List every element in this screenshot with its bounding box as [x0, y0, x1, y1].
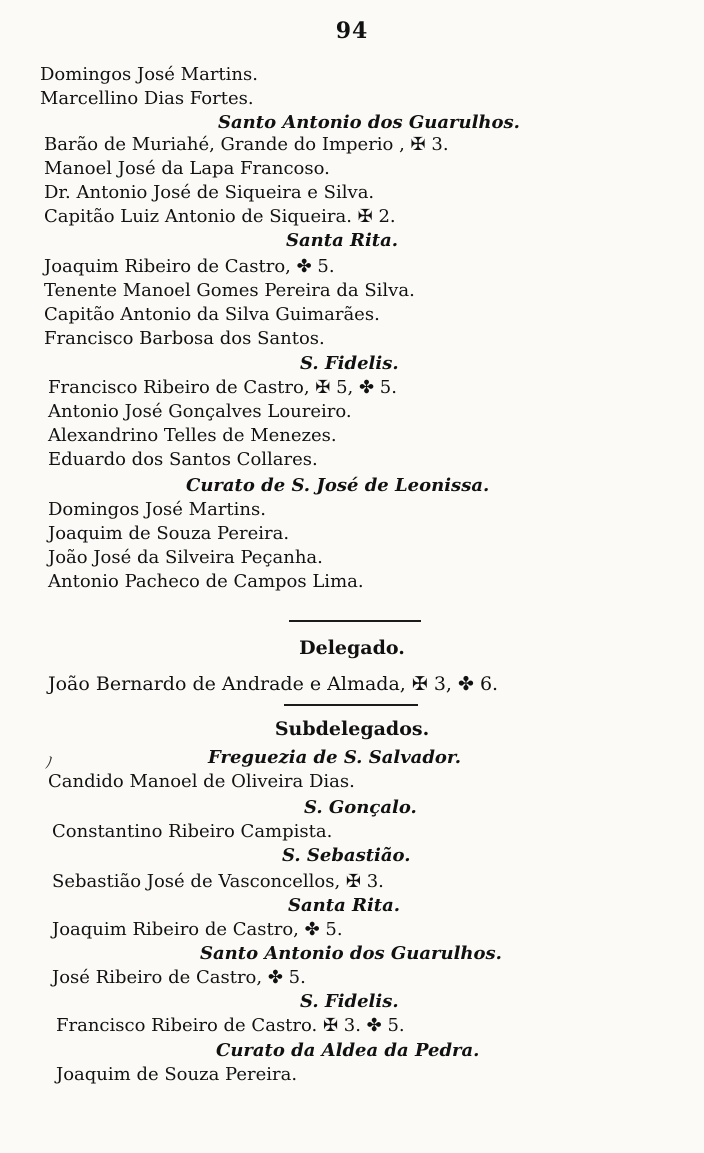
subdelegado-line: Constantino Ribeiro Campista.	[52, 821, 333, 842]
list-line: Francisco Barbosa dos Santos.	[44, 328, 325, 349]
divider	[284, 704, 418, 706]
subdelegado-line: Sebastião José de Vasconcellos, ✠ 3.	[52, 871, 384, 892]
list-line: Dr. Antonio José de Siqueira e Silva.	[44, 182, 375, 203]
subsection-heading: Santa Rita.	[288, 895, 401, 916]
subsection-heading: S. Fidelis.	[300, 991, 399, 1012]
subsection-heading: S. Sebastião.	[282, 845, 411, 866]
section-heading: S. Fidelis.	[300, 353, 399, 374]
list-line: Antonio Pacheco de Campos Lima.	[48, 571, 364, 592]
list-line: Tenente Manoel Gomes Pereira da Silva.	[44, 280, 415, 301]
list-line: Domingos José Martins.	[40, 64, 258, 85]
list-line: Capitão Antonio da Silva Guimarães.	[44, 304, 380, 325]
divider	[289, 620, 421, 622]
margin-mark: ﾉ	[45, 753, 54, 772]
list-line: Antonio José Gonçalves Loureiro.	[48, 401, 352, 422]
list-line: Eduardo dos Santos Collares.	[48, 449, 318, 470]
subdelegado-line: Francisco Ribeiro de Castro. ✠ 3. ✤ 5.	[56, 1015, 405, 1036]
page-number: 94	[335, 18, 369, 44]
delegado-line: João Bernardo de Andrade e Almada, ✠ 3, ✤ 6.	[48, 673, 499, 695]
subdelegado-line: Joaquim de Souza Pereira.	[56, 1064, 298, 1085]
subsection-heading: Freguezia de S. Salvador.	[208, 747, 462, 768]
subsection-heading: S. Gonçalo.	[304, 797, 417, 818]
section-heading: Santa Rita.	[286, 230, 399, 251]
subdelegado-line: José Ribeiro de Castro, ✤ 5.	[52, 967, 306, 988]
subsection-heading: Santo Antonio dos Guarulhos.	[200, 943, 502, 964]
subdelegado-line: Candido Manoel de Oliveira Dias.	[48, 771, 355, 792]
subsection-heading: Curato da Aldea da Pedra.	[216, 1040, 480, 1061]
section-heading: Curato de S. José de Leonissa.	[186, 475, 490, 496]
list-line: Barão de Muriahé, Grande do Imperio , ✠ 3.	[44, 134, 449, 155]
delegado-title: Delegado.	[299, 637, 405, 659]
list-line: Francisco Ribeiro de Castro, ✠ 5, ✤ 5.	[48, 377, 397, 398]
list-line: Joaquim Ribeiro de Castro, ✤ 5.	[44, 256, 335, 277]
list-line: Marcellino Dias Fortes.	[40, 88, 254, 109]
list-line: João José da Silveira Peçanha.	[48, 547, 323, 568]
list-line: Joaquim de Souza Pereira.	[48, 523, 290, 544]
subdelegado-line: Joaquim Ribeiro de Castro, ✤ 5.	[52, 919, 343, 940]
subdelegados-title: Subdelegados.	[274, 718, 430, 740]
list-line: Alexandrino Telles de Menezes.	[48, 425, 337, 446]
list-line: Capitão Luiz Antonio de Siqueira. ✠ 2.	[44, 206, 396, 227]
list-line: Manoel José da Lapa Francoso.	[44, 158, 330, 179]
list-line: Domingos José Martins.	[48, 499, 266, 520]
section-heading: Santo Antonio dos Guarulhos.	[218, 112, 520, 133]
